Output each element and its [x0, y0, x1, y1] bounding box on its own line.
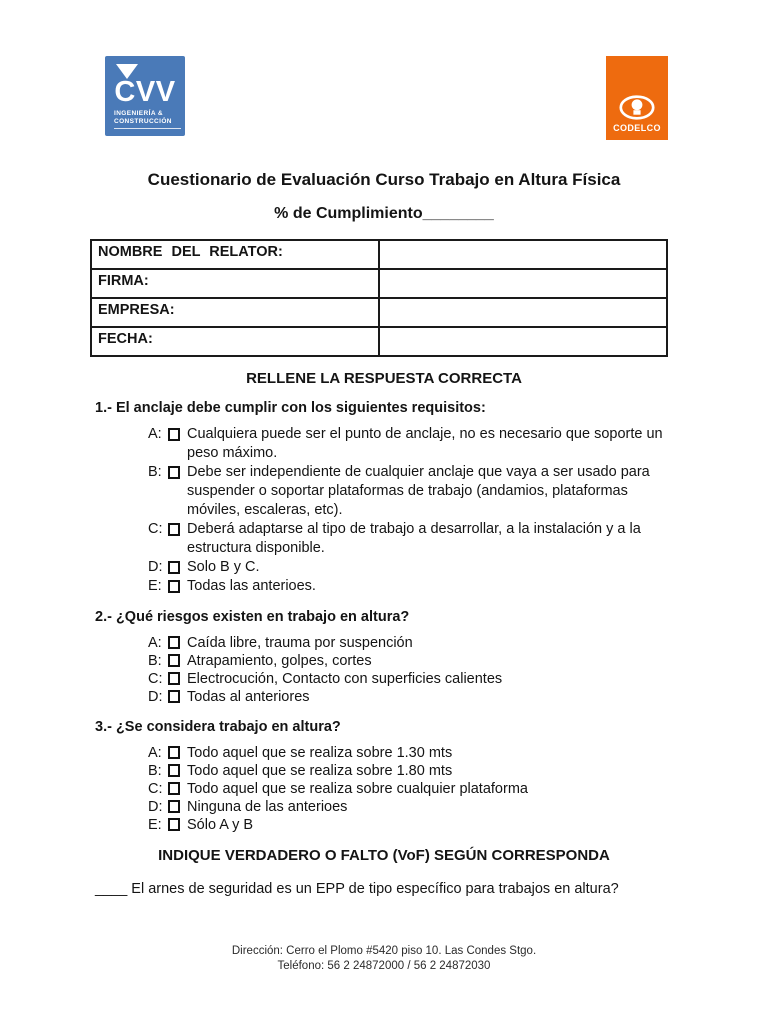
- row-value-empresa[interactable]: [379, 298, 667, 327]
- question-3-options: [148, 744, 668, 834]
- option-letter: B:: [148, 464, 162, 480]
- option-letter: A:: [148, 426, 162, 442]
- vof-question-line[interactable]: ____ El arnes de seguridad es un EPP de tipo específico para trabajos en altura?: [95, 881, 619, 897]
- option-text: Todo aquel que se realiza sobre 1.30 mts: [187, 745, 453, 761]
- option-row-2d: [148, 688, 668, 706]
- table-row: [91, 269, 667, 298]
- answer-checkbox-3c[interactable]: [168, 782, 180, 795]
- row-label-firma: FIRMA:: [91, 269, 379, 298]
- option-letter: B:: [148, 653, 162, 669]
- option-row-1d: [148, 558, 668, 577]
- option-row-1e: [148, 577, 668, 596]
- option-row-2c: [148, 670, 668, 688]
- row-label-nombre: NOMBRE DEL RELATOR:: [91, 240, 379, 269]
- option-letter: D:: [148, 559, 163, 575]
- question-3-text: 3.- ¿Se considera trabajo en altura?: [95, 719, 341, 735]
- option-row-1a: [148, 425, 668, 463]
- option-letter: C:: [148, 671, 163, 687]
- option-letter: E:: [148, 578, 162, 594]
- codelco-logo-text: CODELCO: [613, 123, 661, 133]
- page-footer: [0, 944, 768, 974]
- cvv-logo-text: CVV: [114, 76, 176, 108]
- option-text: Solo B y C.: [187, 559, 260, 575]
- option-text: Cualquiera puede ser el punto de anclaje, no es necesario que soporte un peso máximo.: [187, 426, 663, 461]
- codelco-emblem-icon: [619, 94, 655, 121]
- logo-row: [0, 0, 768, 140]
- table-row: [91, 327, 667, 356]
- option-row-3c: [148, 780, 668, 798]
- question-1-options: [148, 425, 668, 596]
- answer-checkbox-2a[interactable]: [168, 636, 180, 649]
- option-text: Todo aquel que se realiza sobre 1.80 mts: [187, 763, 453, 779]
- option-text: Atrapamiento, golpes, cortes: [187, 653, 372, 669]
- answer-checkbox-2b[interactable]: [168, 654, 180, 667]
- option-letter: E:: [148, 817, 162, 833]
- option-row-3a: [148, 744, 668, 762]
- answer-checkbox-3e[interactable]: [168, 818, 180, 831]
- answer-checkbox-1c[interactable]: [168, 523, 180, 536]
- row-value-firma[interactable]: [379, 269, 667, 298]
- answer-checkbox-1a[interactable]: [168, 428, 180, 441]
- answer-checkbox-2d[interactable]: [168, 690, 180, 703]
- codelco-logo: [606, 56, 668, 140]
- compliance-subtitle: % de Cumplimiento________: [274, 205, 494, 222]
- footer-address: Dirección: Cerro el Plomo #5420 piso 10. Las Condes Stgo.: [231, 945, 537, 957]
- answer-checkbox-3a[interactable]: [168, 746, 180, 759]
- option-text: Todas las anterioes.: [187, 578, 316, 594]
- row-value-fecha[interactable]: [379, 327, 667, 356]
- option-row-2a: [148, 634, 668, 652]
- question-2-text: 2.- ¿Qué riesgos existen en trabajo en altura?: [95, 609, 410, 625]
- option-row-1c: [148, 520, 668, 558]
- table-row: [91, 240, 667, 269]
- answer-checkbox-1e[interactable]: [168, 580, 180, 593]
- option-text: Todo aquel que se realiza sobre cualquier plataforma: [187, 781, 528, 797]
- answer-checkbox-3b[interactable]: [168, 764, 180, 777]
- option-letter: D:: [148, 689, 163, 705]
- option-row-1b: [148, 463, 668, 520]
- row-label-empresa: EMPRESA:: [91, 298, 379, 327]
- option-row-3b: [148, 762, 668, 780]
- option-text: Electrocución, Contacto con superficies calientes: [187, 671, 503, 687]
- answer-checkbox-3d[interactable]: [168, 800, 180, 813]
- option-letter: D:: [148, 799, 163, 815]
- option-letter: A:: [148, 635, 162, 651]
- row-label-fecha: FECHA:: [91, 327, 379, 356]
- option-letter: C:: [148, 521, 163, 537]
- answer-checkbox-2c[interactable]: [168, 672, 180, 685]
- relator-info-table: [90, 239, 668, 357]
- option-text: Todas al anteriores: [187, 689, 310, 705]
- vof-instruction-heading: INDIQUE VERDADERO O FALTO (VoF) SEGÚN CORRESPONDA: [158, 847, 610, 864]
- fill-instruction-heading: RELLENE LA RESPUESTA CORRECTA: [246, 370, 522, 387]
- page-title: Cuestionario de Evaluación Curso Trabajo en Altura Física: [147, 170, 621, 189]
- option-letter: C:: [148, 781, 163, 797]
- table-row: [91, 298, 667, 327]
- row-value-nombre[interactable]: [379, 240, 667, 269]
- footer-phone: Teléfono: 56 2 24872000 / 56 2 24872030: [277, 960, 491, 972]
- question-1-text: 1.- El anclaje debe cumplir con los siguientes requisitos:: [95, 400, 486, 416]
- cvv-logo-subtext: INGENIERÍA & CONSTRUCCIÓN: [114, 110, 181, 129]
- option-text: Deberá adaptarse al tipo de trabajo a desarrollar, a la instalación y a la estructura disponible.: [187, 521, 641, 556]
- option-letter: A:: [148, 745, 162, 761]
- answer-checkbox-1d[interactable]: [168, 561, 180, 574]
- option-row-3e: [148, 816, 668, 834]
- option-text: Caída libre, trauma por suspención: [187, 635, 413, 651]
- answer-checkbox-1b[interactable]: [168, 466, 180, 479]
- option-letter: B:: [148, 763, 162, 779]
- option-text: Sólo A y B: [187, 817, 254, 833]
- option-text: Ninguna de las anterioes: [187, 799, 348, 815]
- option-row-3d: [148, 798, 668, 816]
- cvv-logo: [105, 56, 185, 136]
- option-row-2b: [148, 652, 668, 670]
- question-2-options: [148, 634, 668, 706]
- option-text: Debe ser independiente de cualquier anclaje que vaya a ser usado para suspender o soportar plataformas de trabajo (andamios, plataformas móviles, escaleras, etc).: [187, 464, 650, 518]
